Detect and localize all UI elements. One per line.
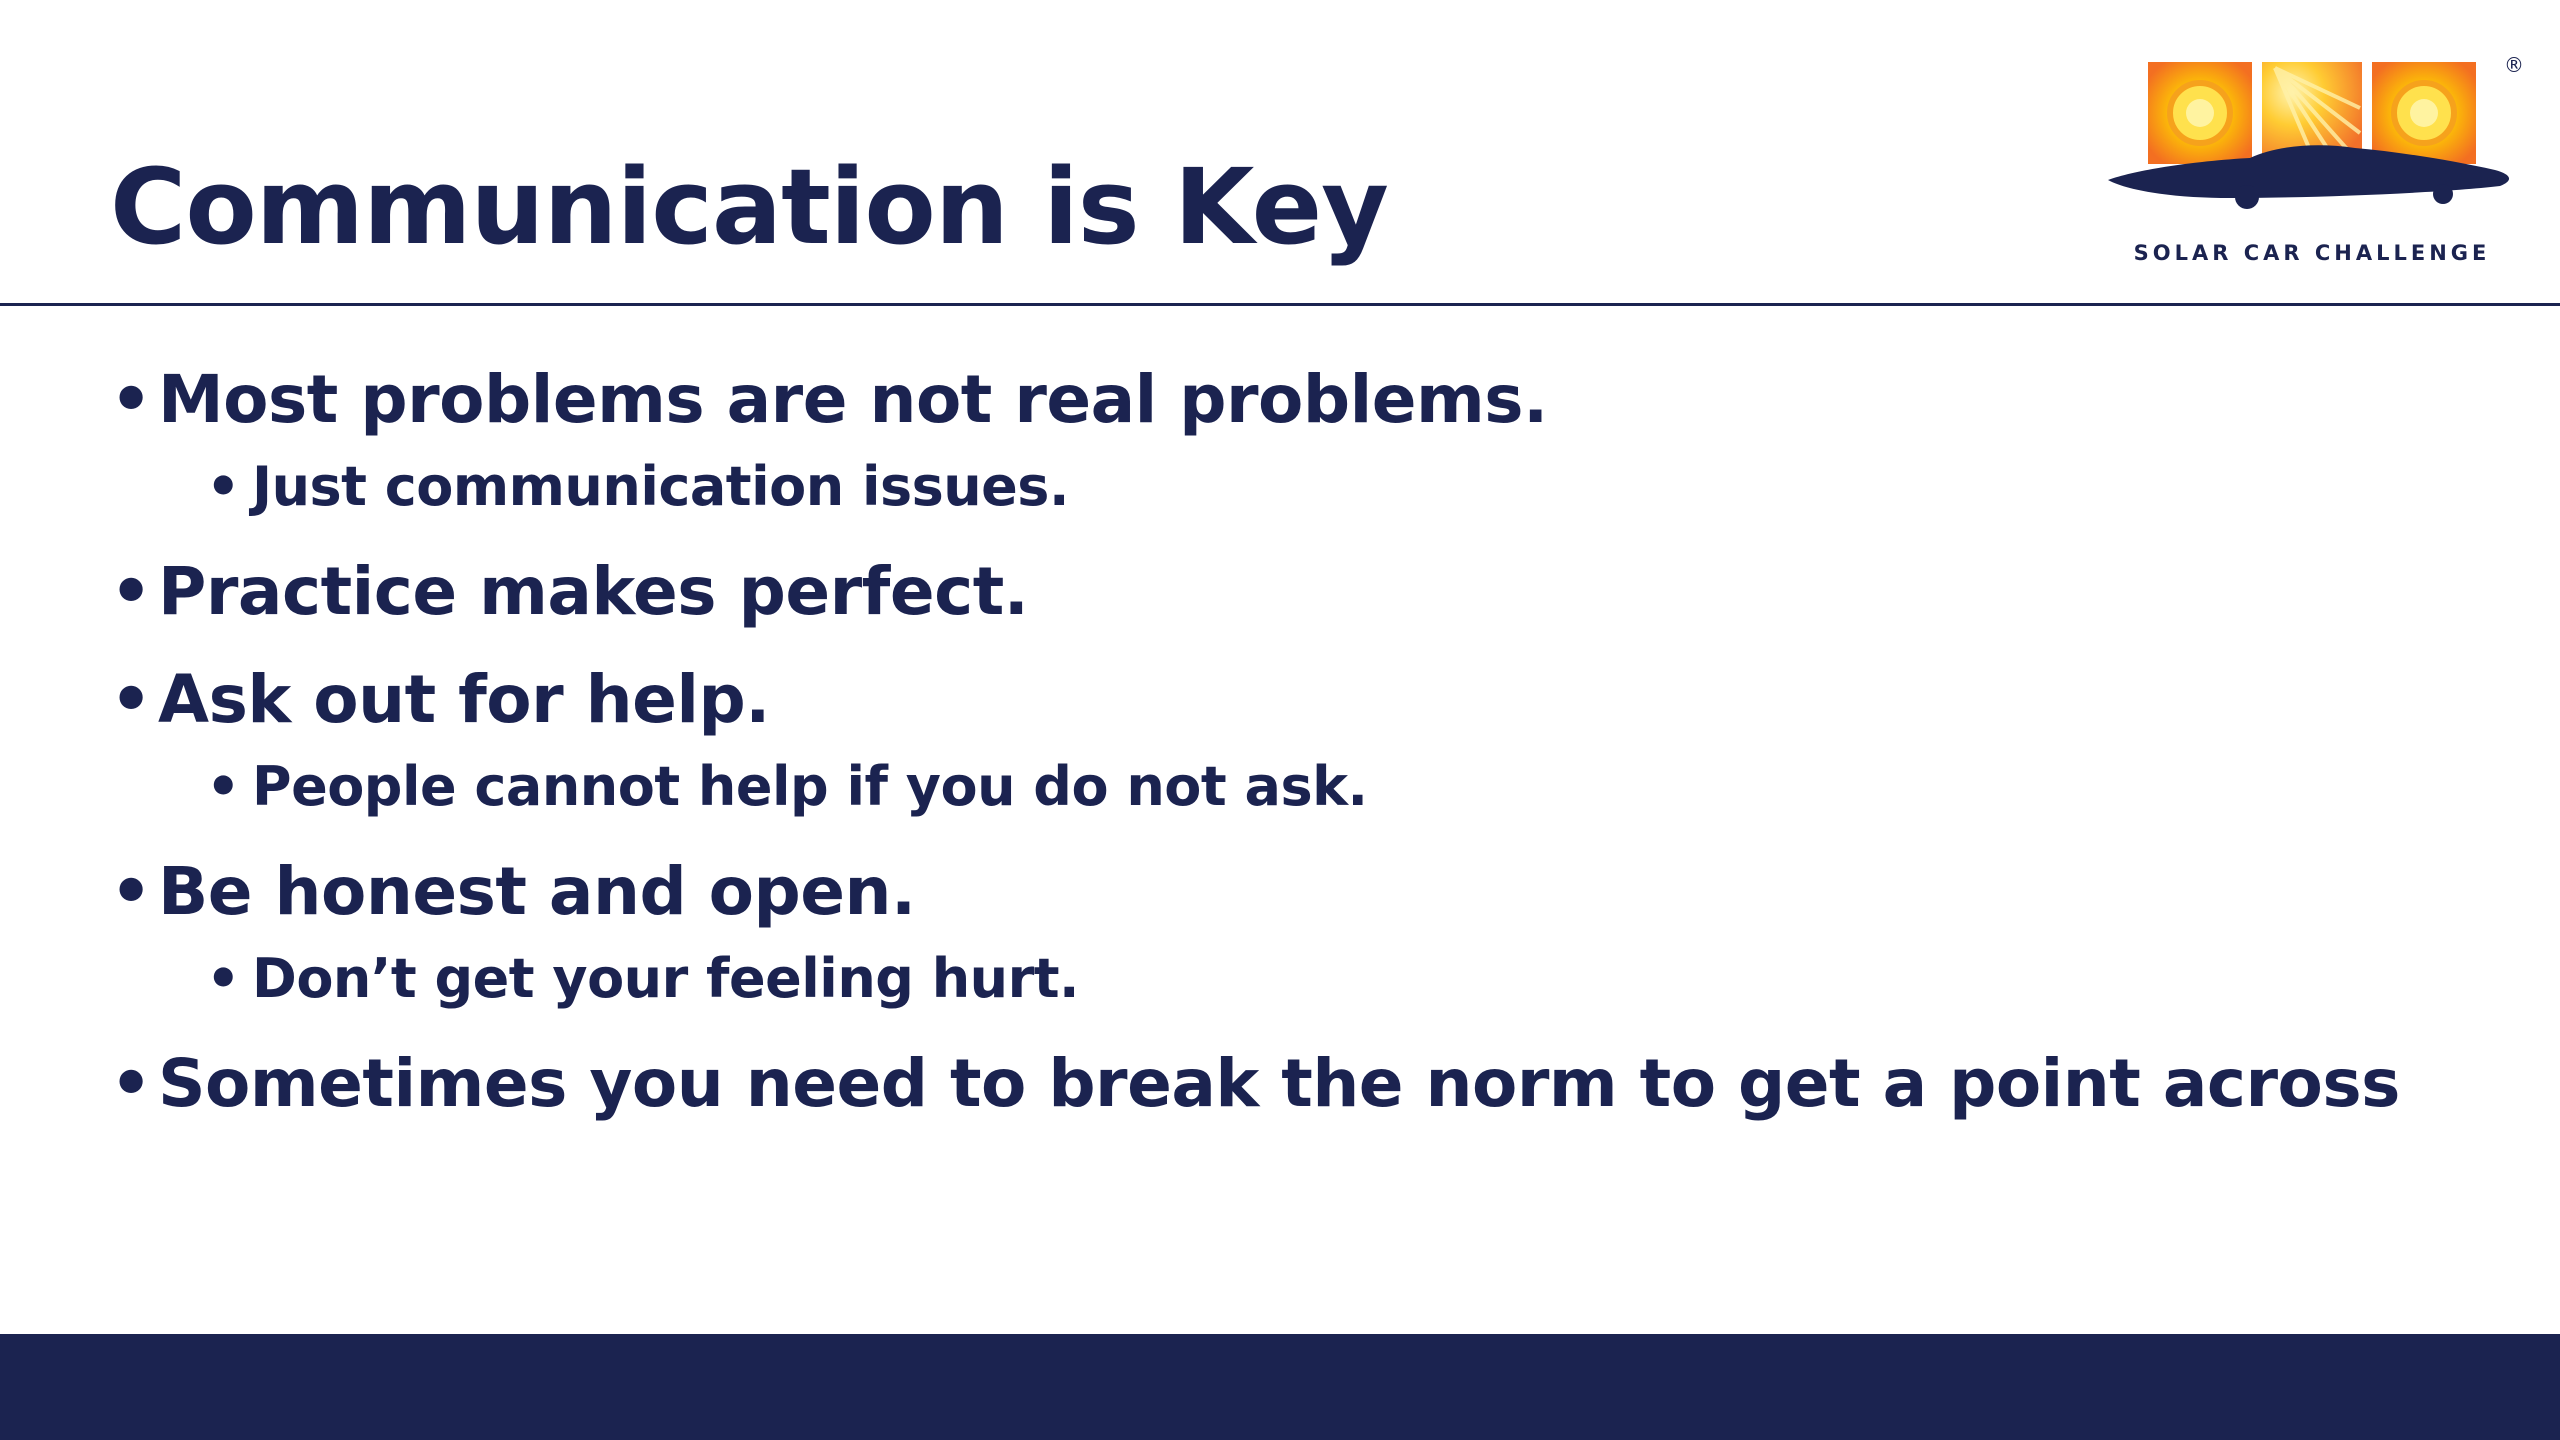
sub-bullet-item: • Don’t get your feeling hurt. (110, 937, 2490, 1021)
bullet-item: • Be honest and open. (110, 847, 2490, 937)
bullet-item: • Ask out for help. (110, 655, 2490, 745)
sub-bullet-item: • Just communication issues. (110, 445, 2490, 529)
title-divider (0, 303, 2560, 306)
logo-text: SOLAR CAR CHALLENGE (2133, 241, 2491, 265)
sun-tile-right-icon (2372, 62, 2476, 164)
solar-car-challenge-logo (2100, 48, 2524, 278)
sub-bullet-item: • People cannot help if you do not ask. (110, 745, 2490, 829)
sun-tile-left-icon (2148, 62, 2252, 164)
footer-bar (0, 1334, 2560, 1440)
bullet-item: • Most problems are not real problems. (110, 355, 2490, 445)
bullet-list (110, 355, 2490, 1129)
logo-registered-mark: ® (2504, 53, 2524, 77)
bullet-item: • Sometimes you need to break the norm to get a point across (110, 1039, 2490, 1129)
slide-title: Communication is Key (110, 146, 1388, 268)
bullet-item: • Practice makes perfect. (110, 547, 2490, 637)
